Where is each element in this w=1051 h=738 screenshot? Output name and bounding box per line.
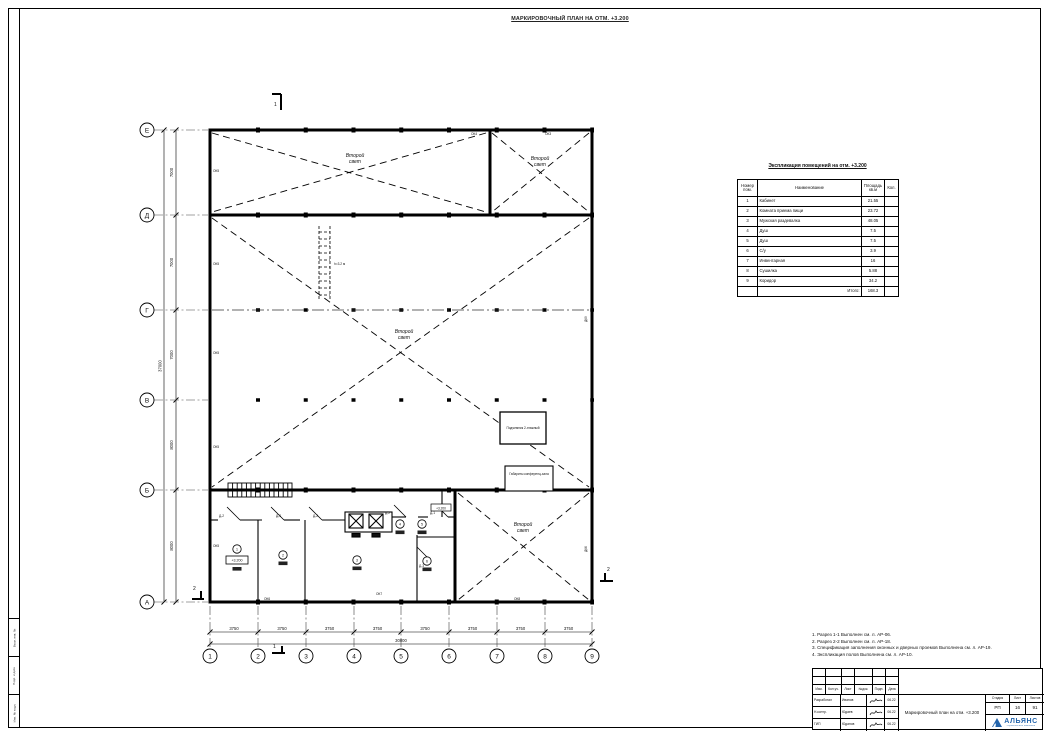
tb-name: Юдаев (841, 707, 867, 719)
sheet-label: Лист (1010, 695, 1026, 703)
door-mark: Д-2 (219, 514, 224, 518)
svg-text:3: 3 (304, 653, 308, 661)
svg-text:5: 5 (421, 522, 423, 527)
dim-labels-bottom (229, 626, 573, 643)
door-mark: Д-2 (313, 514, 318, 518)
svg-text:9: 9 (590, 653, 594, 661)
table-row: 4 Душ 7.5 (738, 227, 899, 237)
tb-header: Лист (842, 685, 855, 695)
svg-text:7000: 7000 (169, 257, 174, 268)
sheets-label: Листов (1026, 695, 1044, 703)
window-mark: ОК5 (213, 544, 220, 548)
table-row: 1 Кабинет 21.55 (738, 197, 899, 207)
svg-text:6: 6 (426, 559, 428, 564)
door-mark: Д-1 (430, 511, 435, 515)
door-mark: ДК9 (584, 316, 588, 322)
sheets-value: 91 (1026, 703, 1044, 715)
tb-name: Юданов (841, 719, 867, 731)
svg-text:7: 7 (495, 653, 499, 661)
window-mark: ОК6 (264, 597, 271, 601)
dim-labels-left (158, 167, 175, 550)
room-markers (233, 520, 432, 571)
svg-text:Б: Б (144, 487, 150, 495)
door-swings (227, 505, 448, 559)
window-mark: ОК8 (514, 597, 521, 601)
table-row: 9 Коридор 34.2 (738, 277, 899, 287)
tb-date: 06.22 (885, 707, 899, 719)
sheet-title: МАРКИРОВОЧНЫЙ ПЛАН НА ОТМ. +3.200 (511, 16, 629, 22)
svg-text:+3.200: +3.200 (231, 558, 243, 563)
ladder-label: h=3.2 м (334, 262, 346, 266)
second-light-crosses (212, 133, 589, 600)
alliance-logo-icon (992, 718, 1002, 727)
svg-text:7000: 7000 (169, 167, 174, 178)
title-block (812, 668, 1043, 730)
company-logo (986, 715, 1044, 731)
window-mark: ОК5 (213, 262, 220, 266)
svg-text:Д: Д (144, 212, 150, 220)
section-2-label: 2 (607, 567, 610, 573)
total-value: 168.3 (862, 287, 885, 297)
ladder (319, 226, 330, 300)
note-line: 4. Экспликация полов Выполнена см. л. АР-10. (812, 651, 913, 657)
table-row: 8 Сушилка 5.88 (738, 267, 899, 277)
svg-text:8: 8 (543, 653, 547, 661)
tb-name: Иванов (841, 695, 867, 707)
axis-circles-rows (140, 123, 154, 609)
logo-subtitle: строительная компания (1006, 725, 1036, 728)
svg-text:3750: 3750 (420, 626, 430, 631)
svg-text:3750: 3750 (372, 626, 383, 631)
svg-text:свет: свет (517, 528, 529, 534)
col-header: Кол. (885, 180, 899, 197)
window-mark: ОК7 (376, 592, 383, 596)
tb-header: Подп. (873, 685, 886, 695)
window-mark: ОК3 (545, 132, 552, 136)
section-2-label: 2 (193, 586, 196, 592)
svg-text:3750: 3750 (563, 626, 574, 631)
note-line: 3. Спецификация заполнения оконных и дверных проемов Выполнена см. л. АР-19. (812, 645, 992, 651)
svg-text:Второй: Второй (530, 156, 550, 162)
svg-text:3750: 3750 (515, 626, 526, 631)
col-header: Наименование (758, 180, 862, 197)
explication-title: Экспликация помещений на отм. +3.200 (768, 163, 867, 169)
table-row: 2 Комната приема пищи 23.72 (738, 207, 899, 217)
door-mark: Д-3 (419, 564, 424, 568)
signature (867, 707, 885, 719)
svg-text:А: А (144, 599, 150, 607)
note-line: 2. Разрез 2-2 Выполнен см. л. АР-18. (812, 638, 892, 644)
svg-text:Второй: Второй (513, 522, 533, 528)
note-line: 1. Разрез 1-1 Выполнен см. л. АР-06. (812, 632, 892, 637)
section-marks (192, 94, 613, 653)
window-mark: ОК5 (213, 445, 220, 449)
partitions (210, 490, 455, 601)
svg-text:свет: свет (349, 159, 361, 165)
svg-text:4: 4 (399, 522, 401, 527)
svg-text:Е: Е (144, 127, 150, 135)
callout-label: Габариты конференц-зала (509, 472, 549, 476)
svg-text:свет: свет (534, 162, 546, 168)
door-mark: Д-2 (385, 511, 390, 515)
doc-name: Маркировочный план на отм. +3.200 (899, 695, 986, 731)
svg-text:В: В (144, 397, 150, 405)
table-row: 3 Мужская раздевалка 48.05 (738, 217, 899, 227)
window-mark: ОК5 (213, 169, 220, 173)
svg-text:2: 2 (282, 553, 284, 558)
svg-text:Второй: Второй (345, 153, 365, 159)
svg-text:+3.200: +3.200 (436, 506, 446, 511)
tb-header: Дата (886, 685, 899, 695)
door-mark: ДК6 (584, 546, 588, 552)
notes (812, 632, 1047, 658)
axis-stubs (154, 130, 592, 648)
table-header-row (738, 180, 899, 197)
section-1-label: 1 (273, 644, 276, 650)
col-header: Площадь кв.м (862, 180, 885, 197)
window-mark: ОК5 (213, 351, 220, 355)
signature (867, 719, 885, 731)
dim-total-left: 37000 (157, 360, 163, 372)
svg-text:4: 4 (352, 653, 356, 661)
section-1-label: 1 (274, 102, 277, 108)
svg-text:1: 1 (236, 547, 238, 552)
col-header: Номер пом. (738, 180, 758, 197)
svg-text:1: 1 (208, 653, 212, 661)
tb-role: Разработал (813, 695, 841, 707)
tb-role: ГИП (813, 719, 841, 731)
stage-value: РП (986, 703, 1010, 715)
svg-text:Г: Г (145, 307, 149, 315)
door-mark: Д-3 (276, 514, 281, 518)
table-total-row (738, 287, 899, 297)
svg-text:3: 3 (356, 558, 358, 563)
tb-role: Н.контр. (813, 707, 841, 719)
svg-text:Второй: Второй (394, 329, 414, 335)
frame-stamp-label: Инв. № подл. (12, 703, 16, 723)
signature (867, 695, 885, 707)
shower-cabins (345, 512, 392, 537)
svg-text:8000: 8000 (169, 440, 174, 450)
tb-header: Кол.уч. (826, 685, 842, 695)
logo-name: АЛЬЯНС (1004, 718, 1038, 726)
svg-text:7000: 7000 (169, 350, 174, 360)
svg-text:3750: 3750 (324, 626, 335, 631)
tb-date: 06.22 (885, 719, 899, 731)
dim-total-bottom: 30000 (395, 638, 407, 643)
dim-lines-left (162, 128, 179, 605)
tb-header: №док. (855, 685, 873, 695)
svg-text:3750: 3750 (229, 626, 239, 631)
svg-text:3750: 3750 (277, 626, 287, 631)
window-mark: ОК4 (471, 132, 478, 136)
svg-text:6: 6 (447, 653, 451, 661)
svg-text:2: 2 (256, 653, 260, 661)
tb-date: 06.22 (885, 695, 899, 707)
axis-circles-cols (203, 649, 599, 663)
frame-stamp-label: Взам. инв. № (12, 628, 16, 648)
table-row: 7 Инвентарная 16 (738, 257, 899, 267)
stage-label: Стадия (986, 695, 1010, 703)
svg-text:свет: свет (398, 335, 410, 341)
svg-text:5: 5 (399, 653, 403, 661)
table-row: 6 С/у 3.9 (738, 247, 899, 257)
table-row: 5 Душ 7.5 (738, 237, 899, 247)
tb-header: Изм. (813, 685, 826, 695)
svg-text:8000: 8000 (169, 541, 174, 551)
callout-label: Подъемник 2-этажный (506, 426, 540, 430)
explication-table (737, 179, 899, 297)
svg-text:3750: 3750 (467, 626, 478, 631)
callout-boxes (500, 412, 553, 491)
total-label: Итого: (758, 287, 862, 297)
sheet-value: 16 (1010, 703, 1026, 715)
frame-stamp-label: Подп. и дата (12, 667, 17, 685)
